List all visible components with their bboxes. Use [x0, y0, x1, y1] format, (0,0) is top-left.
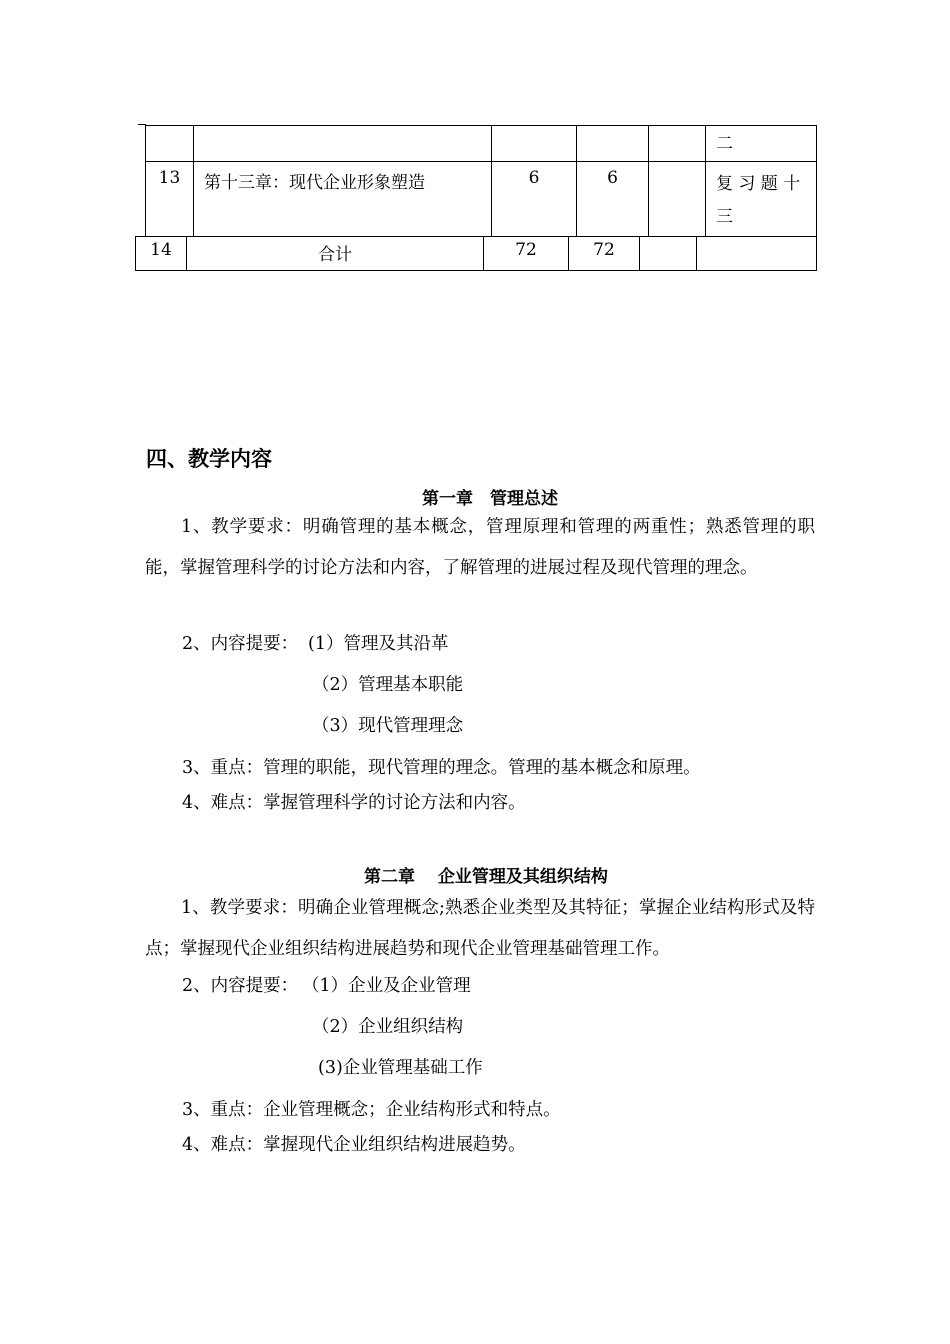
homework-cell: 复 习 题 十 三 [706, 162, 817, 237]
row-number-cell: 13 [146, 162, 194, 237]
content-item: （3）现代管理理念 [312, 716, 464, 736]
content-item: (3)企业管理基础工作 [318, 1058, 483, 1078]
total-table [135, 236, 817, 271]
hours-total-cell [492, 126, 577, 162]
difficulties: 4、难点：掌握管理科学的讨论方法和内容。 [182, 793, 526, 813]
section-title: 四、教学内容 [146, 447, 272, 471]
hours-lecture-cell: 6 [577, 162, 649, 237]
content-label: 2、内容提要： [182, 976, 299, 996]
content-item: （1）企业及企业管理 [302, 976, 471, 996]
teaching-requirement: 1、教学要求：明确企业管理概念;熟悉企业类型及其特征；掌握企业结构形式及特点；掌握现代企业组织结构进展趋势和现代企业管理基础管理工作。 [145, 898, 815, 959]
table-row [146, 126, 817, 162]
total-label-cell: 合计 [187, 237, 484, 271]
chapter-cell: 第十三章：现代企业形象塑造 [194, 162, 492, 237]
difficulties: 4、难点：掌握现代企业组织结构进展趋势。 [182, 1135, 526, 1155]
content-item: (1）管理及其沿革 [308, 634, 449, 654]
table-row-total [136, 237, 817, 271]
hours-total-cell: 72 [484, 237, 569, 271]
hours-other-cell [649, 126, 706, 162]
hours-lecture-cell [577, 126, 649, 162]
schedule-table [145, 125, 817, 237]
hours-other-cell [649, 162, 706, 237]
chapter-title: 第一章 管理总述 [422, 489, 558, 509]
hours-total-cell: 6 [492, 162, 577, 237]
chapter-cell [194, 126, 492, 162]
hours-other-cell [640, 237, 697, 271]
key-points: 3、重点：企业管理概念；企业结构形式和特点。 [182, 1100, 561, 1120]
row-number-cell: 14 [136, 237, 187, 271]
homework-cell [697, 237, 817, 271]
homework-cell: 二 [706, 126, 817, 162]
hours-lecture-cell: 72 [569, 237, 640, 271]
teaching-requirement: 1、教学要求：明确管理的基本概念，管理原理和管理的两重性；熟悉管理的职能，掌握管理科学的讨论方法和内容，了解管理的进展过程及现代管理的理念。 [145, 517, 815, 578]
row-number-cell [146, 126, 194, 162]
key-points: 3、重点：管理的职能，现代管理的理念。管理的基本概念和原理。 [182, 758, 701, 778]
table-row [146, 162, 817, 237]
chapter-title: 第二章 企业管理及其组织结构 [364, 867, 608, 887]
content-item: （2）企业组织结构 [312, 1017, 464, 1037]
content-item: （2）管理基本职能 [312, 675, 464, 695]
content-label: 2、内容提要： [182, 634, 299, 654]
